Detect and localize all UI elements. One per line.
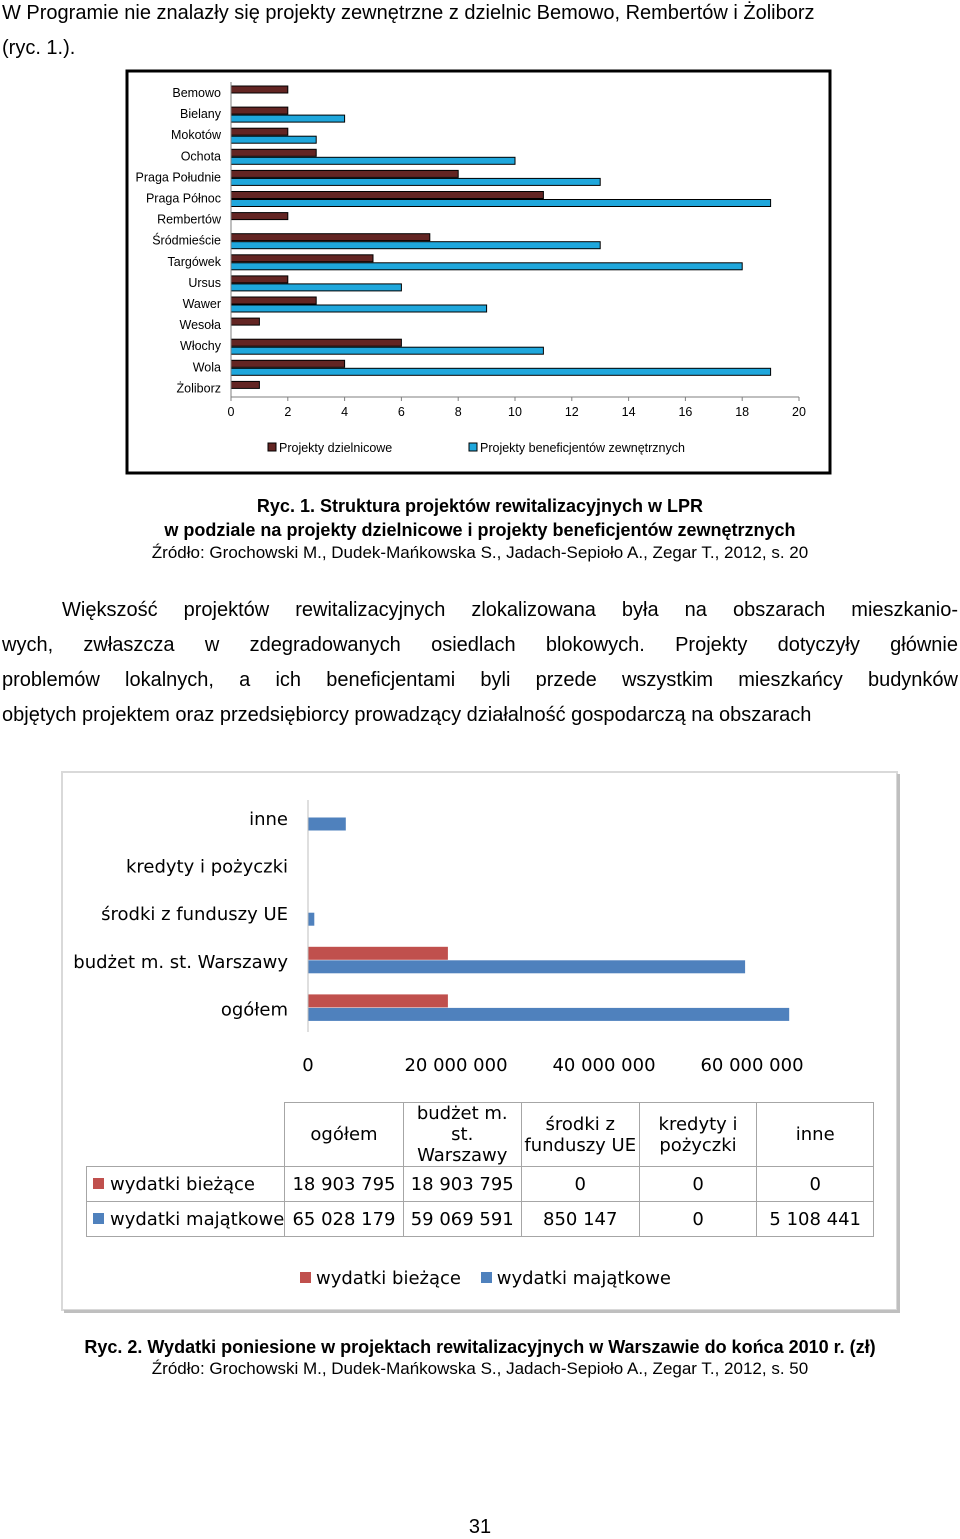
fig1-source: Źródło: Grochowski M., Dudek-Mańkowska S., Jadach-Sepioło A., Zegar T., 2012, s. 20	[151, 543, 809, 562]
expenses-data-table	[86, 1102, 874, 1237]
x-tick-label: 0	[227, 405, 235, 419]
category-label: Bemowo	[172, 86, 221, 100]
table-cell: 65 028 179	[285, 1202, 403, 1237]
table-cell: 5 108 441	[757, 1202, 874, 1237]
x-tick-label: 20 000 000	[404, 1055, 508, 1076]
category-label: Praga Północ	[145, 191, 221, 206]
row-label-current: wydatki bieżące	[87, 1167, 285, 1202]
legend-label-capital: wydatki majątkowe	[496, 1268, 671, 1289]
col-header-total: ogółem	[285, 1103, 403, 1167]
table-cell: 59 069 591	[403, 1202, 521, 1237]
bar-current	[308, 947, 448, 960]
category-label: Praga Południe	[135, 170, 221, 185]
bar-current	[308, 994, 448, 1007]
category-label: Rembertów	[157, 212, 221, 227]
category-label: Ochota	[180, 149, 221, 164]
col-header-eu-funds: środki z funduszy UE	[521, 1103, 639, 1167]
intro-line-1: W Programie nie znalazły się projekty zewnętrzne z dzielnic Bemowo, Rembertów i Żoliborz	[2, 2, 815, 24]
page-number: 31	[468, 1516, 492, 1538]
category-label: inne	[249, 809, 288, 830]
table-cell: 0	[639, 1167, 757, 1202]
fig1-caption-line-1: Ryc. 1. Struktura projektów rewitalizacyjnych w LPR	[256, 496, 704, 516]
x-tick-label: 10	[508, 405, 522, 419]
fig2-caption-title: Ryc. 2. Wydatki poniesione w projektach rewitalizacyjnych w Warszawie do końca 2010 r. (zł)	[84, 1337, 876, 1357]
paragraph-line-2: wych, zwłaszcza w zdegradowanych osiedlach blokowych. Projekty dotyczyły głównie	[2, 634, 958, 656]
table-cell: 0	[757, 1167, 874, 1202]
col-header-city-budget: budżet m. st. Warszawy	[403, 1103, 521, 1167]
x-tick-label: 18	[735, 405, 750, 419]
table-cell: 0	[521, 1167, 639, 1202]
bar-capital	[308, 913, 314, 926]
fig2-source: Źródło: Grochowski M., Dudek-Mańkowska S., Jadach-Sepioło A., Zegar T., 2012, s. 50	[151, 1359, 809, 1378]
paragraph-line-3: problemów lokalnych, a ich beneficjentami byli przede wszystkim mieszkańcy budynków	[2, 669, 958, 691]
fig2-caption	[0, 1336, 960, 1380]
x-tick-label: 16	[678, 405, 693, 419]
category-label: Żoliborz	[176, 381, 221, 396]
row-label-capital: wydatki majątkowe	[87, 1202, 285, 1237]
category-label: Śródmieście	[152, 233, 221, 248]
category-label: Wawer	[182, 297, 221, 311]
bar-capital	[308, 818, 346, 831]
bar-capital	[308, 960, 745, 973]
category-label: środki z funduszy UE	[101, 904, 288, 926]
x-tick-label: 40 000 000	[552, 1055, 656, 1076]
category-label: Wesoła	[179, 318, 221, 333]
category-label: budżet m. st. Warszawy	[73, 951, 288, 973]
paragraph-line-1: Większość projektów rewitalizacyjnych zlokalizowana była na obszarach mieszkanio-	[62, 599, 958, 621]
table-cell: 18 903 795	[285, 1167, 403, 1202]
chart2-legend	[300, 1268, 671, 1289]
category-label: kredyty i pożyczki	[125, 856, 288, 878]
legend-swatch-capital	[481, 1272, 492, 1283]
x-tick-label: 4	[341, 405, 349, 419]
legend-label: Projekty beneficjentów zewnętrznych	[480, 441, 685, 455]
category-label: Wola	[192, 360, 221, 375]
x-tick-label: 2	[284, 405, 292, 419]
bar-capital	[308, 1008, 789, 1021]
x-tick-label: 60 000 000	[700, 1055, 804, 1076]
fig1-caption-line-2: w podziale na projekty dzielnicowe i projekty beneficjentów zewnętrznych	[164, 520, 796, 540]
table-row	[87, 1167, 874, 1202]
table-cell: 0	[639, 1202, 757, 1237]
legend-label-current: wydatki bieżące	[316, 1268, 461, 1289]
legend-swatch-current	[93, 1178, 104, 1189]
paragraph-line-4: objętych projektem oraz przedsiębiorcy prowadzący działalność gospodarczą na obszarach	[2, 704, 812, 726]
category-label: ogółem	[220, 999, 288, 1021]
col-header-loans: kredyty i pożyczki	[639, 1103, 757, 1167]
x-tick-label: 20	[792, 405, 806, 419]
intro-line-2: (ryc. 1.).	[2, 37, 76, 59]
category-label: Targówek	[167, 254, 221, 269]
category-label: Mokotów	[170, 128, 221, 143]
legend-swatch-current	[300, 1272, 311, 1283]
col-header-other: inne	[757, 1103, 874, 1167]
table-cell: 18 903 795	[403, 1167, 521, 1202]
x-tick-label: 8	[454, 405, 462, 419]
category-label: Ursus	[188, 275, 221, 290]
category-label: Bielany	[180, 107, 221, 122]
x-tick-label: 14	[621, 405, 636, 419]
x-tick-label: 0	[302, 1055, 314, 1076]
legend-label: Projekty dzielnicowe	[279, 441, 393, 455]
legend-swatch-capital	[93, 1213, 104, 1224]
table-row	[87, 1202, 874, 1237]
x-tick-label: 6	[397, 405, 405, 419]
category-label: Włochy	[180, 339, 221, 354]
x-tick-label: 12	[564, 405, 579, 419]
table-cell: 850 147	[521, 1202, 639, 1237]
